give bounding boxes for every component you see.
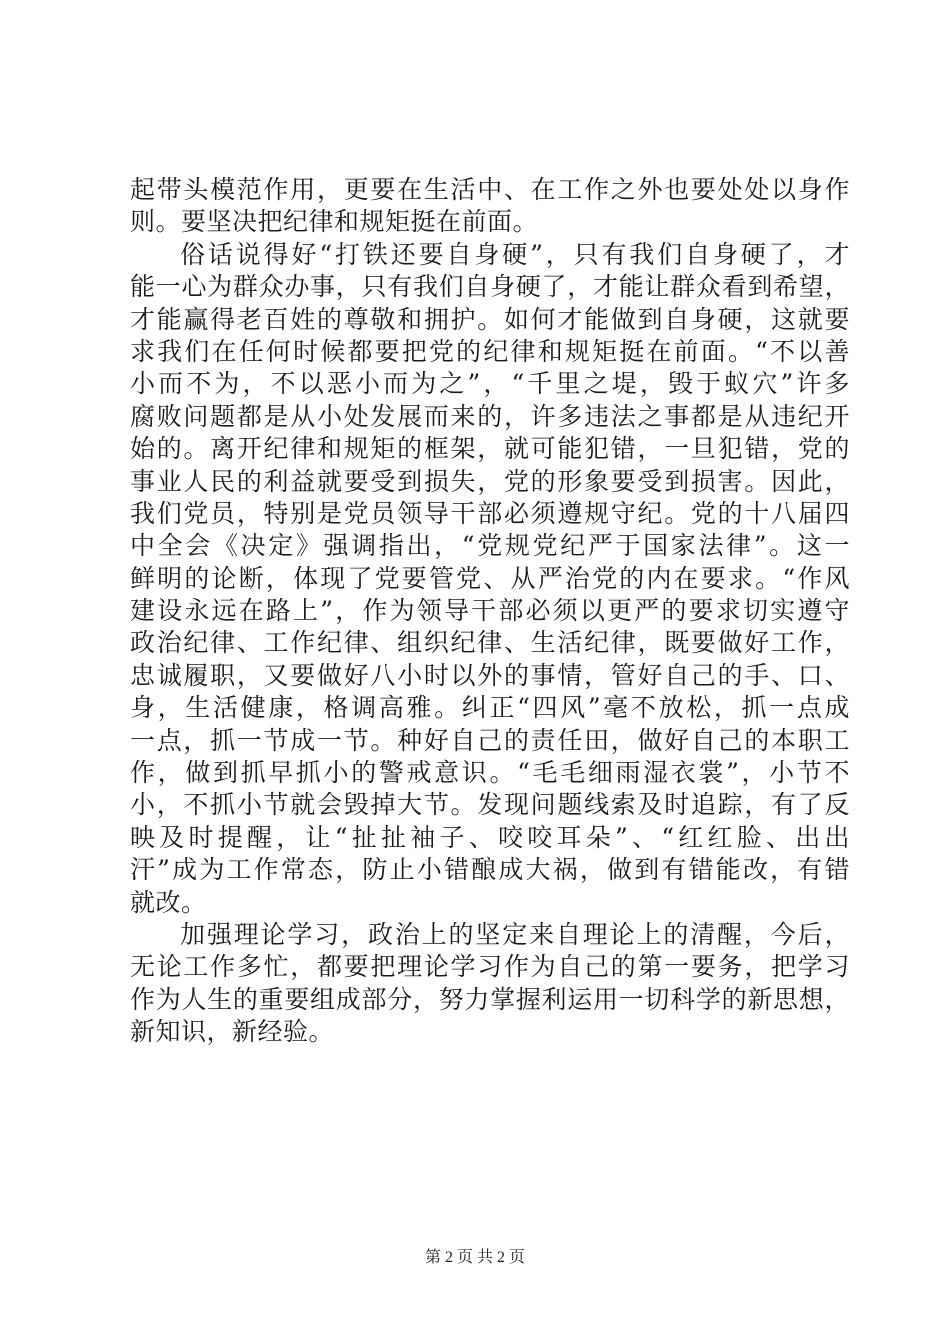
- text-line: 求我们在任何时候都要把党的纪律和规矩挺在前面。“不以善: [130, 336, 850, 366]
- paragraph-first-line: 加强理论学习，政治上的坚定来自理论上的清醒，今后，: [180, 919, 850, 949]
- text-line: 起带头模范作用，更要在生活中、在工作之外也要处处以身作: [130, 175, 850, 204]
- text-line: 政治纪律、工作纪律、组织纪律、生活纪律，既要做好工作，: [130, 628, 850, 658]
- paragraph-first-line: 俗话说得好“打铁还要自身硬”，只有我们自身硬了，才: [180, 239, 850, 269]
- text-line: 中全会《决定》强调指出，“党规党纪严于国家法律”。这一: [130, 531, 850, 561]
- text-line: 身，生活健康，格调高雅。纠正“四风”毫不放松，抓一点成: [130, 693, 850, 723]
- text-line: 一点，抓一节成一节。种好自己的责任田，做好自己的本职工: [130, 725, 850, 755]
- text-line: 汗”成为工作常态，防止小错酿成大祸，做到有错能改，有错: [130, 855, 850, 885]
- text-line: 事业人民的利益就要受到损失，党的形象要受到损害。因此，: [130, 466, 850, 496]
- text-line: 能一心为群众办事，只有我们自身硬了，才能让群众看到希望，: [130, 272, 850, 302]
- text-line: 小而不为，不以恶小而为之”，“千里之堤，毁于蚁穴”许多: [130, 369, 850, 399]
- text-line: 小，不抓小节就会毁掉大节。发现问题线索及时追踪，有了反: [130, 790, 850, 820]
- text-line: 新知识，新经验。: [130, 1017, 335, 1047]
- text-line: 作为人生的重要组成部分，努力掌握利运用一切科学的新思想，: [130, 984, 850, 1014]
- text-line: 我们党员，特别是党员领导干部必须遵规守纪。党的十八届四: [130, 498, 850, 528]
- text-line: 建设永远在路上”，作为领导干部必须以更严的要求切实遵守: [130, 596, 850, 626]
- text-line: 始的。离开纪律和规矩的框架，就可能犯错，一旦犯错，党的: [130, 434, 850, 464]
- text-line: 映及时提醒，让“扯扯袖子、咬咬耳朵”、“红红脸、出出: [130, 822, 850, 852]
- text-line: 则。要坚决把纪律和规矩挺在前面。: [130, 207, 539, 237]
- text-line: 无论工作多忙，都要把理论学习作为自己的第一要务，把学习: [130, 952, 850, 982]
- text-line: 忠诚履职，又要做好八小时以外的事情，管好自己的手、口、: [130, 660, 850, 690]
- text-line: 作，做到抓早抓小的警戒意识。“毛毛细雨湿衣裳”，小节不: [130, 758, 850, 788]
- text-line: 腐败问题都是从小处发展而来的，许多违法之事都是从违纪开: [130, 401, 850, 431]
- text-line: 就改。: [130, 887, 207, 917]
- page-footer: 第 2 页 共 2 页: [424, 1249, 525, 1266]
- text-line: 鲜明的论断，体现了党要管党、从严治党的内在要求。“作风: [130, 563, 850, 593]
- body-text: [130, 174, 850, 1049]
- text-line: 才能赢得老百姓的尊敬和拥护。如何才能做到自身硬，这就要: [130, 304, 850, 334]
